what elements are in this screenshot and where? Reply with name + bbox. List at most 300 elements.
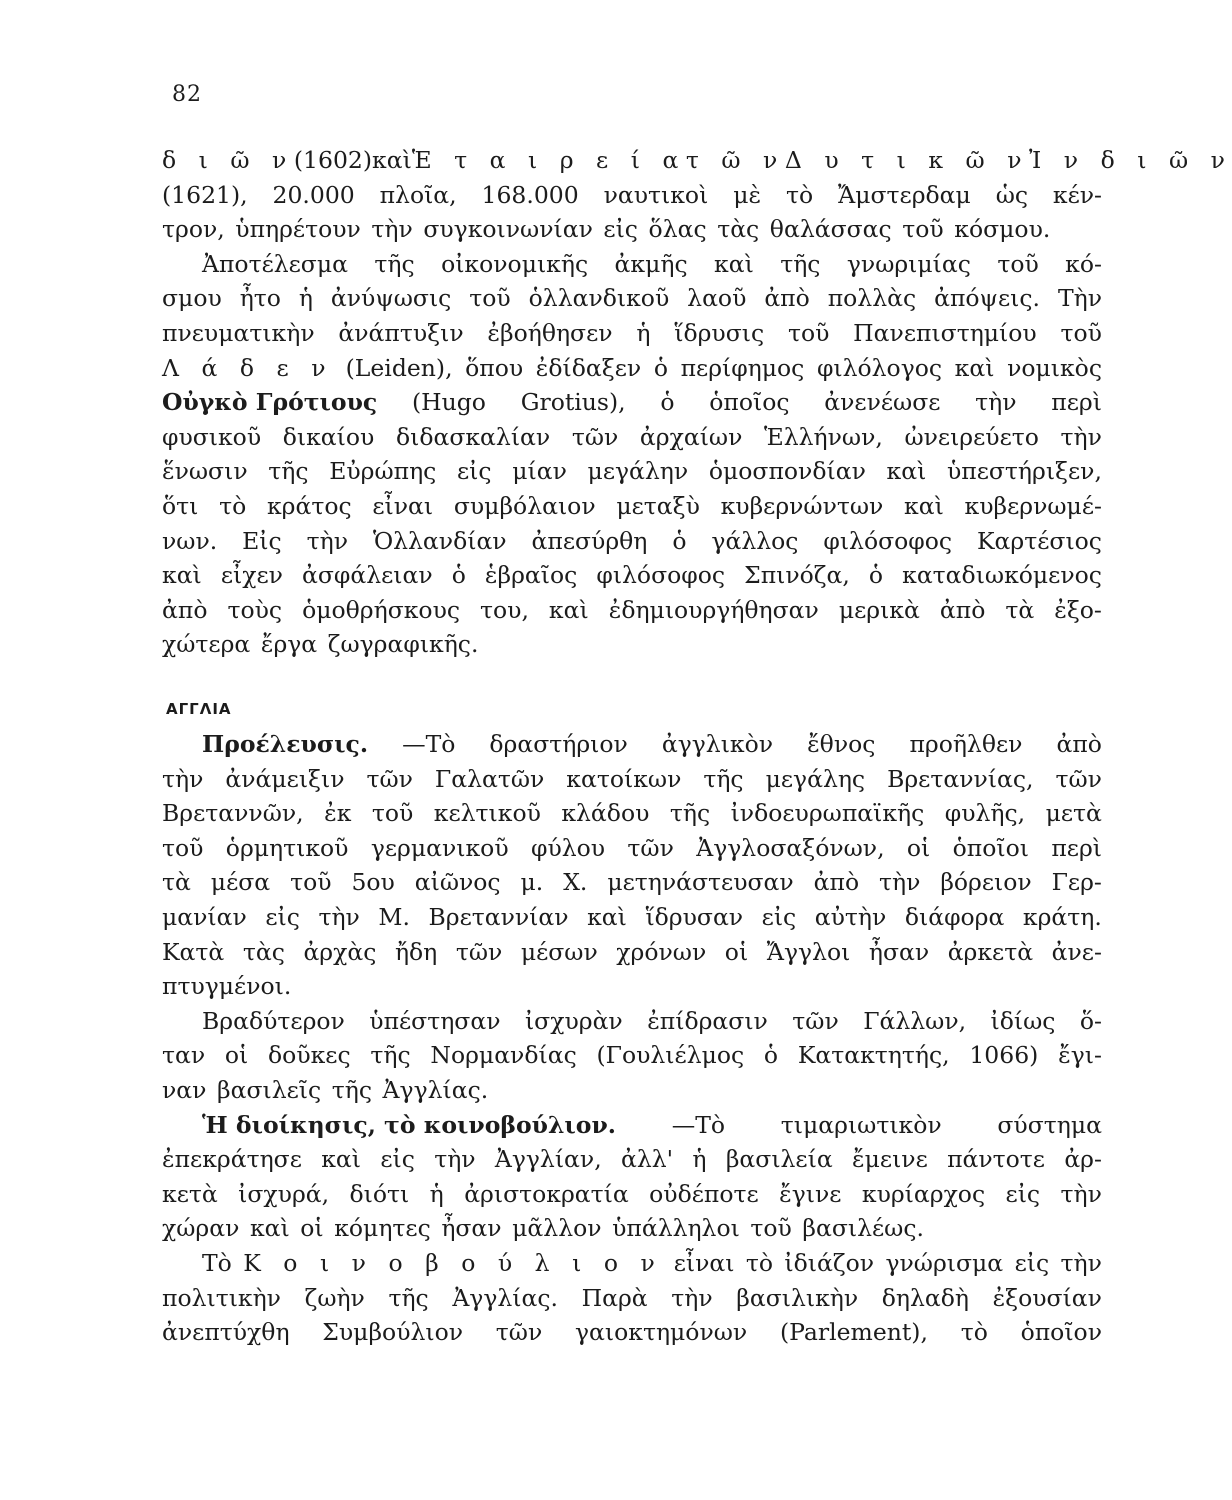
- word: Ἑλλήνων,: [764, 422, 883, 451]
- word: Σπινόζα,: [744, 561, 850, 590]
- word: κελτικοῦ: [433, 799, 541, 828]
- word: Κ ο ι ν ο β ο ύ λ ι ο ν: [243, 1248, 663, 1277]
- word: Χ.: [563, 868, 588, 897]
- word: κατοίκων: [566, 764, 682, 793]
- word: οὐδέποτε: [649, 1179, 759, 1208]
- word: προῆλθεν: [909, 730, 1023, 758]
- word: αἰῶνος: [414, 868, 501, 897]
- word: ἑβραῖος: [484, 561, 578, 590]
- word: ἦτο: [239, 284, 281, 313]
- word: Ἰ ν δ ι ῶ ν: [1029, 146, 1232, 174]
- word: ἔθνος: [807, 730, 876, 758]
- word: τοῦ: [750, 1214, 792, 1243]
- word: φυσικοῦ: [162, 422, 262, 451]
- word: ἀρχὰς: [303, 937, 377, 966]
- word: συγκοινωνίαν: [423, 215, 593, 244]
- word: καὶ: [249, 1214, 290, 1243]
- word: γάλλος: [711, 526, 799, 555]
- word: εἶναι: [673, 1248, 735, 1277]
- word: ἔγι-: [1058, 1041, 1102, 1070]
- text-line: [162, 903, 1102, 938]
- word: ἔμεινε: [852, 1145, 928, 1174]
- word: ζωγραφικῆς.: [327, 630, 479, 659]
- word: τὸ: [960, 1318, 988, 1347]
- word: δικαίου: [282, 422, 375, 451]
- word: Ἀγγλοσαξόνων,: [696, 833, 885, 862]
- text-line: [162, 799, 1102, 834]
- bold-heading: Οὐγκὸ Γρότιους: [162, 388, 378, 417]
- word: ὅτι: [162, 491, 199, 520]
- word: Παρὰ: [581, 1283, 648, 1312]
- word: βασιλέως.: [802, 1214, 924, 1243]
- word: ὁρμητικοῦ: [225, 833, 349, 862]
- word: Ἀποτέλεσμα: [202, 249, 348, 278]
- word: Ἀγγλίας.: [452, 1283, 558, 1312]
- word: Ἀγγλίαν,: [494, 1145, 602, 1174]
- word: τὴν: [434, 1145, 476, 1174]
- word: ὁλλανδικοῦ: [528, 284, 670, 313]
- word: ναυτικοὶ: [603, 180, 709, 209]
- word: φιλόσοφος: [823, 526, 953, 555]
- word: τὴν: [162, 764, 204, 793]
- word: ὁποῖος: [709, 388, 790, 417]
- word: ἀπὸ: [939, 595, 986, 624]
- word: ἵδρυσις: [674, 318, 765, 347]
- word: 20.000: [272, 180, 355, 209]
- word: ἤδη: [394, 937, 438, 966]
- word: τῆς: [388, 1283, 429, 1312]
- word: τοῦ: [162, 833, 204, 862]
- word: Συμβούλιον: [322, 1318, 464, 1347]
- word: διότι: [349, 1179, 410, 1208]
- word: τῆς: [268, 457, 309, 486]
- word: νομικὸς: [1007, 353, 1102, 382]
- word: Ἄγγλοι: [766, 937, 851, 966]
- text-line: [162, 354, 1102, 389]
- word: θαλάσσας: [769, 215, 892, 244]
- word: ἰδιάζον: [784, 1248, 875, 1277]
- word: μεγάλης: [765, 764, 866, 793]
- word: μέσα: [210, 868, 271, 897]
- word: τῶν: [455, 937, 503, 966]
- word: καὶ: [372, 146, 412, 174]
- word: ἡ: [429, 1179, 444, 1208]
- word: μανίαν: [162, 902, 247, 931]
- word: ἀριστοκρατία: [464, 1179, 629, 1208]
- word: οἱ: [906, 833, 931, 862]
- word: οἱ: [300, 1214, 324, 1243]
- word: τὸ: [219, 491, 247, 520]
- word: κράτος: [266, 491, 352, 520]
- word: εἰς: [603, 215, 638, 244]
- text-line: [162, 596, 1102, 631]
- word: τοῦ: [902, 215, 944, 244]
- word: καὶ: [954, 353, 995, 382]
- text-line: [162, 561, 1102, 596]
- word: ἵδρυσαν: [645, 902, 744, 931]
- text-line: [162, 492, 1102, 527]
- word: διδασκαλίαν: [395, 422, 551, 451]
- text-line: [162, 319, 1102, 354]
- word: φυλῆς,: [944, 799, 1026, 828]
- text-line: [162, 938, 1102, 973]
- word: εἰς: [265, 902, 300, 931]
- text-line: [162, 868, 1102, 903]
- word: Βραδύτερον: [202, 1006, 345, 1035]
- word: ἀπὸ: [1056, 730, 1102, 758]
- text-line: [162, 1145, 1102, 1180]
- word: βασιλικὴν: [736, 1283, 859, 1312]
- word: διάφορα: [904, 902, 1005, 931]
- word: εἰς: [1014, 1248, 1050, 1277]
- word: ἡ: [636, 318, 651, 347]
- word: ἐδίδαξεν: [535, 353, 642, 382]
- word: φιλόσοφος: [596, 561, 726, 590]
- word: 1066): [969, 1041, 1039, 1070]
- word: περίφημος: [680, 353, 805, 382]
- word: πάντοτε: [947, 1145, 1045, 1174]
- word: τοῦ: [997, 249, 1039, 278]
- word: ἰσχυρὰν: [524, 1006, 623, 1035]
- text-line: [162, 630, 1102, 665]
- word: Τὴν: [1057, 284, 1102, 313]
- word: εἰς: [1005, 1179, 1041, 1208]
- word: ταν: [162, 1041, 206, 1070]
- word: τῆς: [331, 1075, 372, 1104]
- word: πλοῖα,: [379, 180, 457, 209]
- word: καὶ: [886, 457, 927, 486]
- word: (1602): [293, 146, 373, 174]
- word: μετὰ: [1045, 799, 1102, 828]
- word: κό-: [1065, 249, 1102, 278]
- word: οἱ: [724, 937, 749, 966]
- word: τὴν: [371, 215, 413, 244]
- word: εἶναι: [372, 491, 434, 520]
- word: τῶν: [366, 764, 413, 793]
- word: εἰς: [456, 457, 492, 486]
- word: τοὺς: [227, 595, 283, 624]
- word: ὅλας: [648, 215, 707, 244]
- word: ἔγινε: [779, 1179, 842, 1208]
- word: ὡς: [995, 180, 1029, 209]
- word: καὶ: [162, 561, 202, 590]
- word: σύστημα: [997, 1110, 1102, 1139]
- word: ἀγγλικὸν: [661, 730, 774, 758]
- word: τοῦ: [371, 799, 414, 828]
- text-line: [162, 215, 1102, 250]
- word: μ.: [520, 868, 544, 897]
- word: ἀρ-: [1064, 1145, 1102, 1174]
- word: —Τὸ: [671, 1110, 726, 1139]
- word: πολιτικὴν: [162, 1283, 281, 1312]
- word: κυβερνωμέ-: [964, 491, 1102, 520]
- word: γνώρισμα: [885, 1248, 1004, 1277]
- word: ἰνδοευρωπαϊκῆς: [730, 799, 925, 828]
- text-line: [162, 1111, 1102, 1146]
- word: ὠνειρεύετο: [904, 422, 1039, 451]
- text-line: [162, 765, 1102, 800]
- word: τὴν: [1060, 1179, 1102, 1208]
- word: (Leiden),: [345, 353, 453, 382]
- word: σμου: [162, 284, 222, 313]
- text-line: [162, 284, 1102, 319]
- word: ἐπεκράτησε: [162, 1145, 302, 1174]
- text-line: [162, 1214, 1102, 1249]
- word: τῆς: [780, 249, 821, 278]
- word: δραστήριον: [489, 730, 628, 758]
- word: ἦσαν: [441, 1214, 502, 1243]
- word: μεταξὺ: [616, 491, 700, 520]
- word: τὴν: [975, 388, 1017, 417]
- word: του,: [480, 595, 529, 624]
- word: ὁμοσπονδίαν: [708, 457, 866, 486]
- word: ὁποῖοι: [952, 833, 1029, 862]
- word: βόρειον: [940, 868, 1032, 897]
- word: κράτη.: [1022, 902, 1102, 931]
- word: ὑπηρέτουν: [235, 215, 361, 244]
- word: τῶν: [792, 1006, 839, 1035]
- bold-heading: Προέλευσις.: [202, 730, 369, 758]
- word: τὰς: [717, 215, 760, 244]
- word: ἀλλ': [620, 1145, 674, 1174]
- word: καὶ: [904, 491, 944, 520]
- word: ἀνεπτύχθη: [162, 1318, 290, 1347]
- word: Ἑ τ α ι ρ ε ί α: [411, 146, 686, 174]
- word: κόμητες: [334, 1214, 431, 1243]
- word: τῆς: [370, 1041, 411, 1070]
- word: μὲ: [733, 180, 762, 209]
- word: (Hugo: [411, 388, 486, 417]
- word: κυρίαρχος: [861, 1179, 986, 1208]
- word: Βρεταννίας,: [887, 764, 1034, 793]
- text-line: [162, 1249, 1102, 1284]
- page-number: 82: [172, 82, 202, 107]
- word: τὴν: [671, 1283, 713, 1312]
- word: Ὁλλανδίαν: [372, 526, 507, 555]
- word: τ ῶ ν: [685, 146, 785, 174]
- word: τοῦ: [290, 868, 332, 897]
- word: περὶ: [1051, 833, 1102, 862]
- word: Ἀγγλίας.: [382, 1075, 489, 1104]
- word: χώραν: [162, 1214, 240, 1243]
- word: γερμανικοῦ: [370, 833, 509, 862]
- word: ἀπὸ: [162, 595, 208, 624]
- word: ἰδίως: [990, 1006, 1056, 1035]
- word: χώτερα: [162, 630, 251, 659]
- word: Γερ-: [1051, 868, 1102, 897]
- word: τὴν: [1060, 1248, 1102, 1277]
- word: τῆς: [703, 764, 744, 793]
- word: ἀνενέωσε: [824, 388, 941, 417]
- word: καὶ: [587, 902, 627, 931]
- text-line: [162, 1318, 1102, 1353]
- word: κλάδου: [561, 799, 650, 828]
- word: βασιλεία: [725, 1145, 833, 1174]
- word: ἀρχαίων: [639, 422, 743, 451]
- word: τὰ: [1005, 595, 1035, 624]
- word: τὴν: [1060, 422, 1102, 451]
- word: ἐξουσίαν: [992, 1283, 1102, 1312]
- text-block-netherlands: [162, 146, 1232, 665]
- word: μᾶλλον: [512, 1214, 602, 1243]
- word: μέσων: [520, 937, 598, 966]
- word: ἀκμῆς: [614, 249, 688, 278]
- word: πολλὰς: [827, 284, 917, 313]
- text-line: [162, 146, 1232, 181]
- word: ζωὴν: [304, 1283, 365, 1312]
- word: νων.: [162, 526, 218, 555]
- word: χρόνων: [616, 937, 707, 966]
- word: ἀπὸ: [813, 868, 860, 897]
- text-line: [162, 730, 1102, 765]
- word: ἀπὸ: [764, 284, 810, 313]
- word: ἰσχυρά,: [238, 1179, 330, 1208]
- word: ὅπου: [465, 353, 524, 382]
- text-block-england: [162, 730, 1102, 1353]
- word: γαιοκτημόνων: [574, 1318, 748, 1347]
- word: Grotius),: [520, 388, 626, 417]
- word: ὁποῖον: [1020, 1318, 1102, 1347]
- word: τιμαριωτικὸν: [780, 1110, 942, 1139]
- word: τῆς: [374, 249, 415, 278]
- text-line: [162, 1076, 1102, 1111]
- text-line: [162, 423, 1102, 458]
- word: ναν: [162, 1075, 207, 1104]
- word: οἱ: [224, 1041, 249, 1070]
- word: ἡ: [298, 284, 313, 313]
- word: Εἰς: [242, 526, 282, 555]
- word: Πανεπιστημίου: [853, 318, 1037, 347]
- word: δηλαδὴ: [881, 1283, 969, 1312]
- text-line: [162, 1007, 1102, 1042]
- bold-heading: Ἡ διοίκησις, τὸ κοινοβούλιον.: [202, 1110, 616, 1139]
- word: εἰς: [761, 902, 797, 931]
- word: ὁ: [672, 526, 687, 555]
- word: τὸ: [785, 180, 814, 209]
- word: συμβόλαιον: [453, 491, 596, 520]
- word: ἡ: [692, 1145, 707, 1174]
- word: τῶν: [495, 1318, 543, 1347]
- word: 168.000: [481, 180, 579, 209]
- word: μετηνάστευσαν: [607, 868, 794, 897]
- word: ἀνάπτυξιν: [338, 318, 464, 347]
- word: μεγάλην: [587, 457, 689, 486]
- word: ὁ: [763, 1041, 779, 1070]
- word: λαοῦ: [687, 284, 747, 313]
- word: τοῦ: [787, 318, 830, 347]
- word: αὐτὴν: [814, 902, 887, 931]
- word: δ ι ῶ ν: [162, 146, 294, 174]
- word: τρον,: [162, 215, 225, 244]
- text-line: [162, 181, 1102, 216]
- word: ὁμοθρήσκους: [302, 595, 461, 624]
- word: φύλου: [530, 833, 606, 862]
- text-line: [162, 1180, 1102, 1215]
- word: τῶν: [1055, 764, 1102, 793]
- text-line: [162, 250, 1102, 285]
- word: ὁ: [660, 388, 675, 417]
- word: τοῦ: [1060, 318, 1102, 347]
- word: Μ.: [378, 902, 410, 931]
- word: κετὰ: [162, 1179, 218, 1208]
- word: Γάλλων,: [863, 1006, 967, 1035]
- word: Κατὰ: [162, 937, 225, 966]
- word: Ἄμστερδαμ: [837, 180, 971, 209]
- word: Βρεταννίαν: [428, 902, 569, 931]
- word: περὶ: [1051, 388, 1102, 417]
- word: ἦσαν: [868, 937, 930, 966]
- word: ὑπάλληλοι: [612, 1214, 740, 1243]
- word: ἔργα: [260, 630, 318, 659]
- word: (Parlement),: [779, 1318, 928, 1347]
- word: κόσμου.: [954, 215, 1051, 244]
- word: κέν-: [1052, 180, 1102, 209]
- word: Κατακτητής,: [797, 1041, 950, 1070]
- word: καὶ: [321, 1145, 361, 1174]
- word: γνωριμίας: [846, 249, 971, 278]
- word: ὑπεστήριξεν,: [946, 457, 1102, 486]
- word: τὴν: [306, 526, 348, 555]
- word: τοῦ: [469, 284, 511, 313]
- word: ἐπίδρασιν: [647, 1006, 768, 1035]
- word: εἰς: [380, 1145, 415, 1174]
- word: Εὐρώπης: [329, 457, 437, 486]
- word: τὸ: [745, 1248, 774, 1277]
- word: καταδιωκόμενος: [902, 561, 1102, 590]
- word: 5ου: [351, 868, 395, 897]
- section-heading: ΑΓΓΛΙΑ: [166, 700, 232, 718]
- word: καὶ: [714, 249, 754, 278]
- word: —Τὸ: [402, 730, 456, 758]
- word: μίαν: [512, 457, 567, 486]
- text-line: [162, 1284, 1102, 1319]
- word: φιλόλογος: [816, 353, 943, 382]
- word: ἀνάμειξιν: [225, 764, 345, 793]
- word: καὶ: [548, 595, 589, 624]
- word: ἐκ: [324, 799, 352, 828]
- word: οἰκονομικῆς: [441, 249, 589, 278]
- word: βασιλεῖς: [217, 1075, 322, 1104]
- word: πνευματικὴν: [162, 318, 315, 347]
- word: τὴν: [879, 868, 921, 897]
- word: Καρτέσιος: [976, 526, 1102, 555]
- word: πτυγμένοι.: [162, 972, 292, 1001]
- word: (Γουλιέλμος: [596, 1041, 745, 1070]
- word: εἶχεν: [220, 561, 283, 590]
- word: μερικὰ: [838, 595, 920, 624]
- word: τὴν: [318, 902, 360, 931]
- word: ἐβοήθησεν: [487, 318, 613, 347]
- word: δοῦκες: [268, 1041, 351, 1070]
- text-line: [162, 527, 1102, 562]
- word: ἐδημιουργήθησαν: [608, 595, 819, 624]
- word: τὰς: [242, 937, 285, 966]
- word: ἐξο-: [1054, 595, 1102, 624]
- word: Τὸ: [202, 1248, 232, 1277]
- word: τῆς: [669, 799, 711, 828]
- word: ἀπεσύρθη: [531, 526, 648, 555]
- text-line: [162, 457, 1102, 492]
- text-line: [162, 388, 1102, 423]
- word: τῶν: [571, 422, 619, 451]
- word: ἀνε-: [1051, 937, 1102, 966]
- word: ὁ: [653, 353, 668, 382]
- text-line: [162, 972, 1102, 1007]
- word: ἕνωσιν: [162, 457, 248, 486]
- word: κυβερνώντων: [720, 491, 884, 520]
- word: ὅ-: [1079, 1006, 1102, 1035]
- word: Βρεταννῶν,: [162, 799, 304, 828]
